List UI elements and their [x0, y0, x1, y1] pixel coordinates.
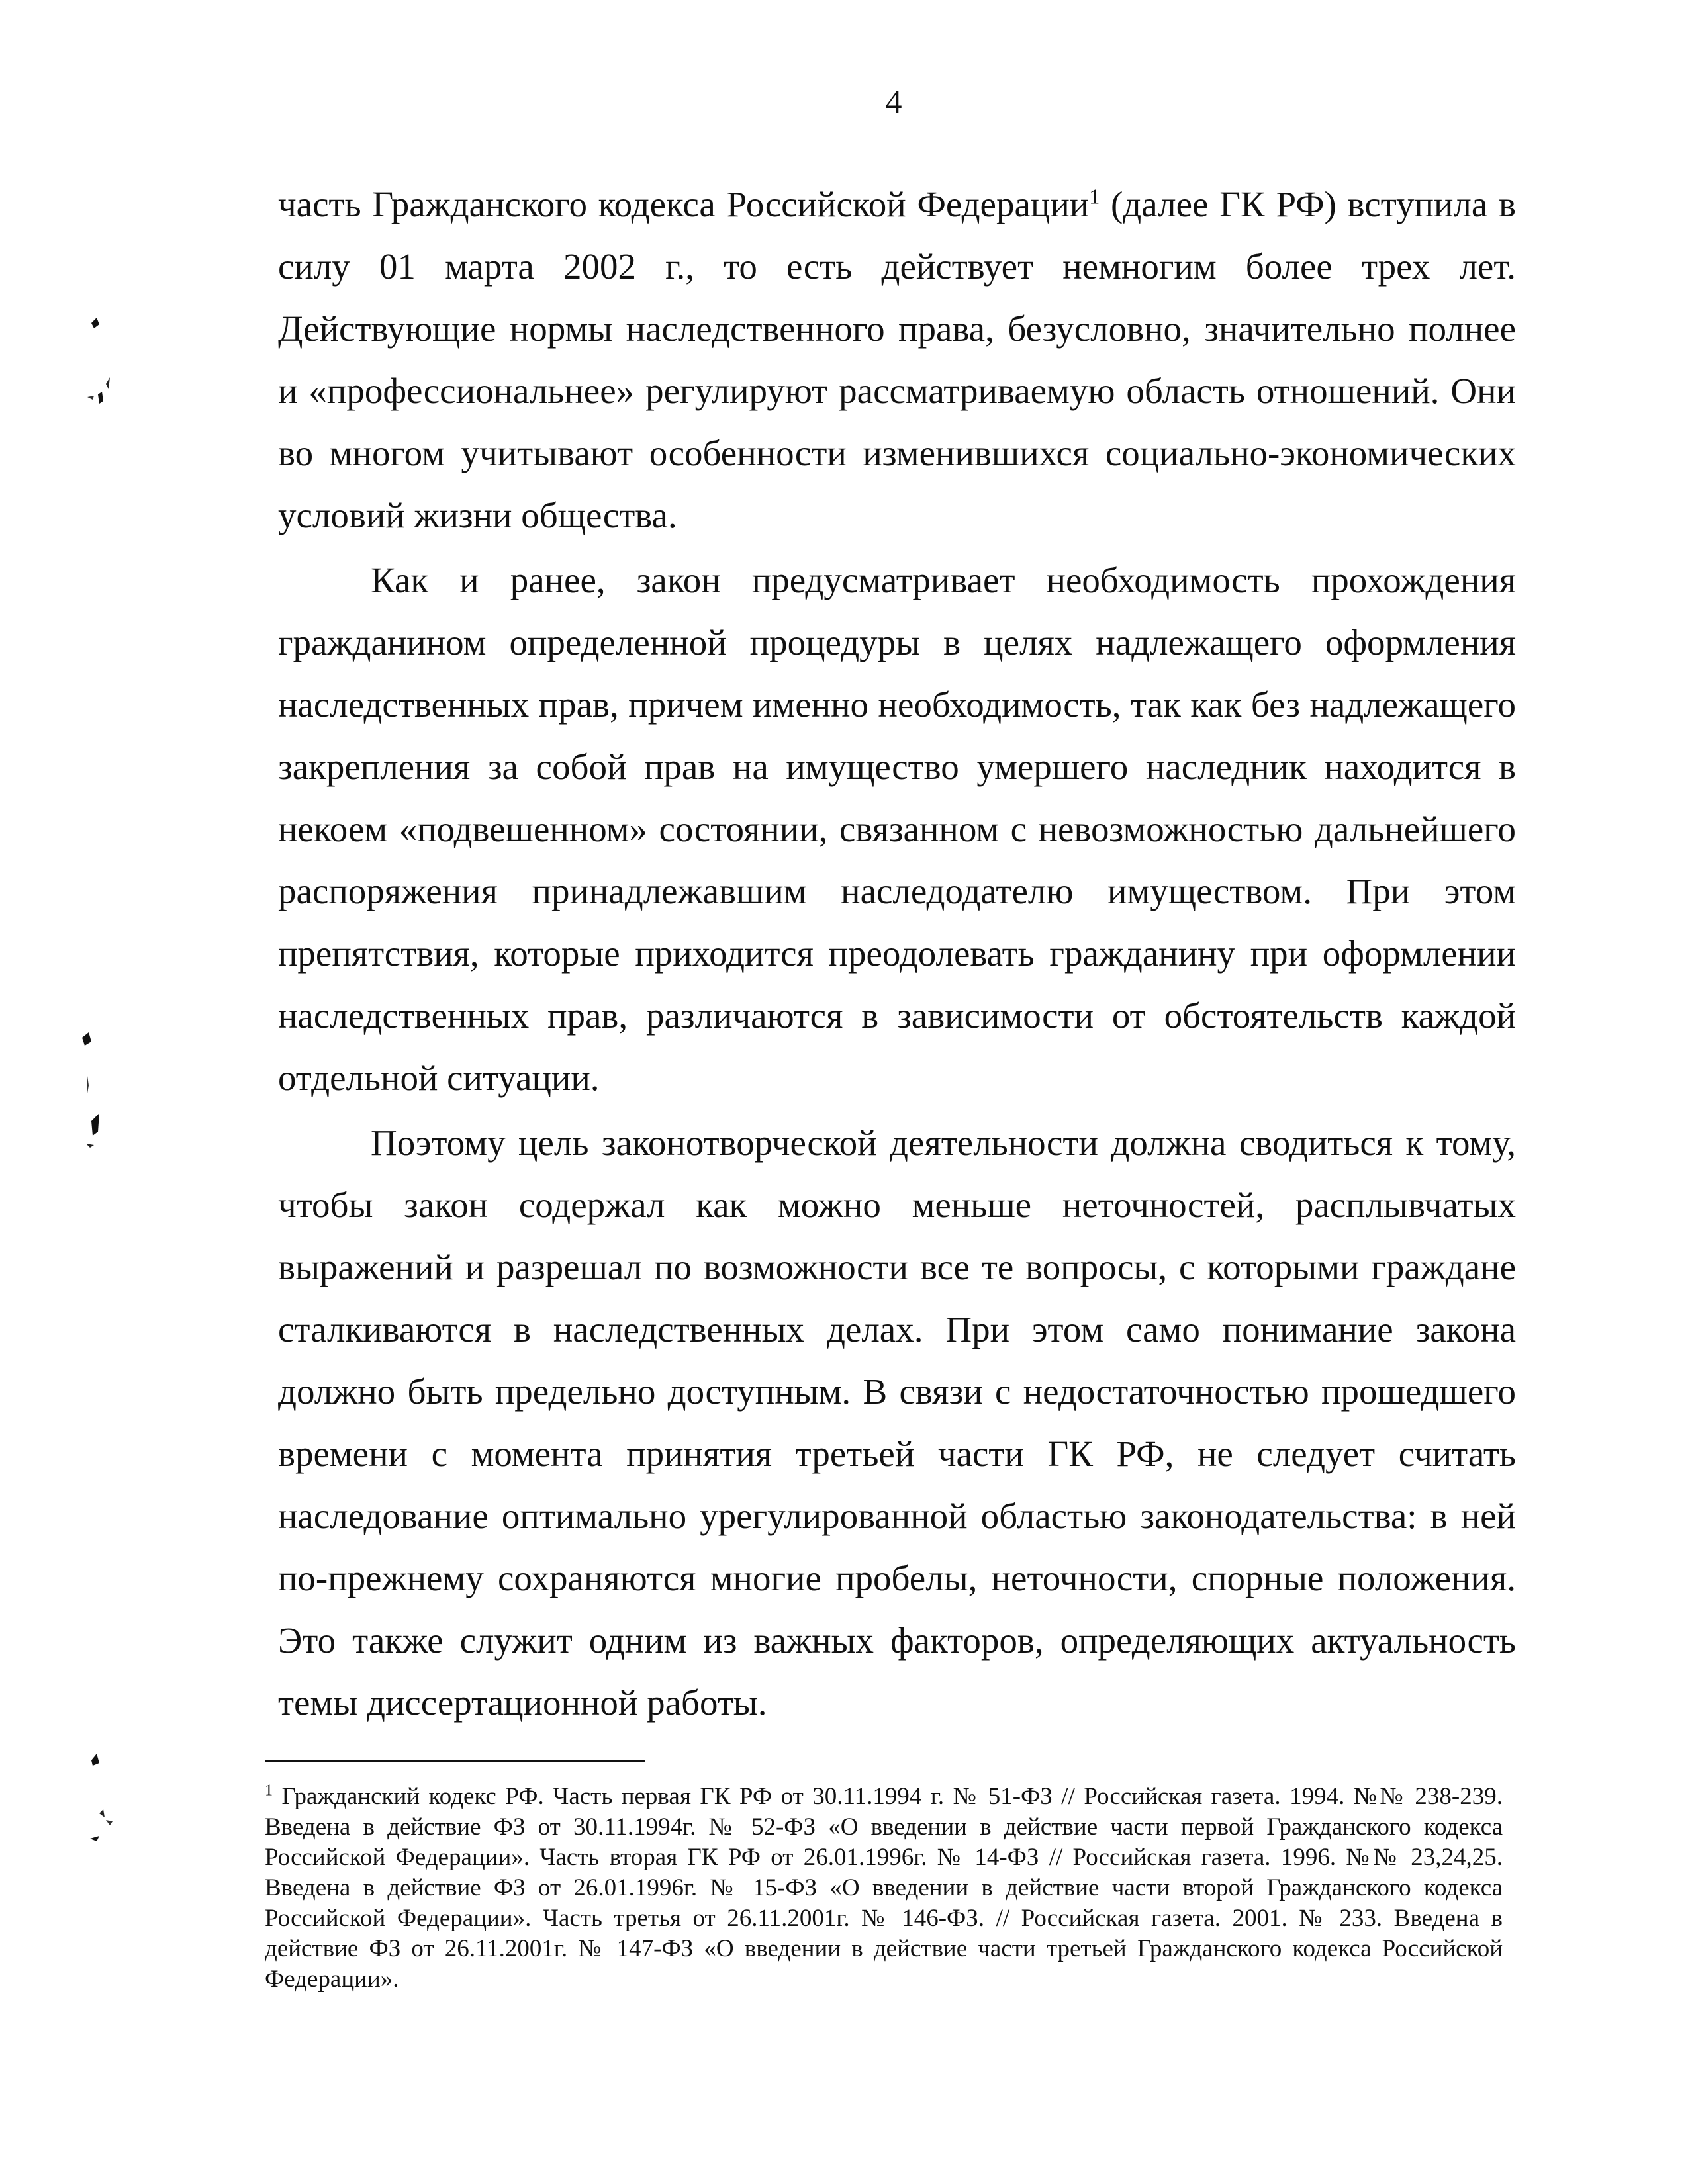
footnote-mark: 1: [265, 1782, 273, 1799]
footnote-text: Гражданский кодекс РФ. Часть первая ГК РФ от 30.11.1994 г. № 51-ФЗ // Российская газета. 1994. №№ 238-239. Введена в действие ФЗ от 30.11.1994г. № 52-ФЗ «О введении в действие части первой Гражданского кодекса Российской Федерации». Часть вторая ГК РФ от 26.01.1996г. № 14-ФЗ // Российская газета. 1996. №№ 23,24,25. Введена в действие ФЗ от 26.01.1996г. № 15-ФЗ «О введении в действие части второй Гражданского кодекса Российской Федерации». Часть третья от 26.11.2001г. № 146-ФЗ. // Российская газета. 2001. № 233. Введена в действие ФЗ от 26.11.2001г. № 147-ФЗ «О введении в действие части третьей Гражданского кодекса Российской Федерации».: [265, 1783, 1503, 1993]
paragraph-1: [278, 173, 1516, 547]
footnote-reference[interactable]: 1: [1089, 184, 1100, 208]
scan-speck: [73, 1032, 113, 1158]
scan-speck: [79, 1754, 126, 1860]
footnote: [265, 1782, 1503, 1995]
paragraph-1-text: часть Гражданского кодекса Российской Федерации: [278, 184, 1090, 224]
scan-speck: [79, 311, 119, 417]
paragraph-2: Как и ранее, закон предусматривает необходимость прохождения гражданином определенной процедуры в целях надлежащего оформления наследственных прав, причем именно необходимость, так как без надлежащего закрепления за собой прав на имущество умершего наследник находится в некоем «подвешенном» состоянии, связанном с невозможностью дальнейшего распоряжения принадлежавшим наследодателю имуществом. При этом препятствия, которые приходится преодолевать гражданину при оформлении наследственных прав, различаются в зависимости от обстоятельств каждой отдельной ситуации.: [278, 560, 1516, 1098]
paragraph-3: Поэтому цель законотворческой деятельности должна сводиться к тому, чтобы закон содержал как можно меньше неточностей, расплывчатых выражений и разрешал по возможности все те вопросы, с которыми граждане сталкиваются в наследственных делах. При этом само понимание закона должно быть предельно доступным. В связи с недостаточностью прошедшего времени с момента принятия третьей части ГК РФ, не следует считать наследование оптимально урегулированной областью законодательства: в ней по-прежнему сохраняются многие пробелы, неточности, спорные положения. Это также служит одним из важных факторов, определяющих актуальность темы диссертационной работы.: [278, 1122, 1516, 1723]
body-text: [278, 173, 1516, 1734]
footnote-separator: [265, 1760, 645, 1762]
page-number: 4: [885, 83, 902, 120]
paragraph-1-continuation: (далее ГК РФ) вступила в силу 01 марта 2002 г., то есть действует немногим более трех лет. Действующие нормы наследственного права, безусловно, значительно полнее и «профессиональнее» регулируют рассматриваемую область отношений. Они во многом учитывают особенности изменившихся социально-экономических условий жизни общества.: [278, 184, 1516, 535]
